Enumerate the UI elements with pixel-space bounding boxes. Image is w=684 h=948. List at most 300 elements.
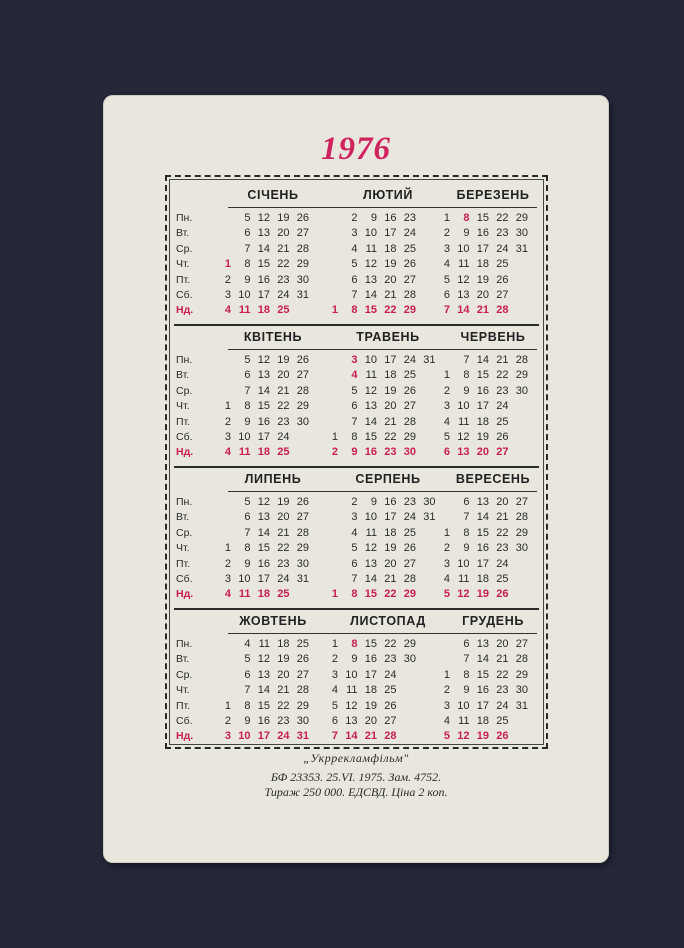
date-number: 26 <box>403 258 416 271</box>
date-number: 19 <box>476 273 489 286</box>
date-number: 14 <box>364 573 377 585</box>
date-number: 26 <box>496 431 509 443</box>
date-number: 27 <box>296 668 309 681</box>
date-number: 5 <box>443 730 450 743</box>
date-number: 29 <box>296 400 309 413</box>
date-number: 10 <box>345 668 358 681</box>
date-number: 28 <box>403 415 416 428</box>
date-number: 19 <box>476 588 489 601</box>
sunday-row <box>170 587 543 602</box>
date-number: 2 <box>224 273 231 286</box>
date-number: 29 <box>403 588 416 601</box>
date-number: 29 <box>296 699 309 712</box>
header-rule <box>228 491 537 492</box>
date-number: 7 <box>463 653 470 666</box>
date-number: 4 <box>443 415 450 428</box>
weekday-row <box>170 288 543 303</box>
date-number: 20 <box>476 289 489 301</box>
date-number: 3 <box>351 354 358 366</box>
day-label: Ср. <box>176 526 193 539</box>
date-number: 4 <box>224 588 231 601</box>
date-number: 31 <box>296 573 309 585</box>
date-number: 19 <box>384 542 397 555</box>
day-label: Пт. <box>176 273 191 286</box>
weekday-row <box>170 510 543 525</box>
date-number: 14 <box>476 653 489 666</box>
date-number: 26 <box>296 496 309 508</box>
date-number: 12 <box>345 699 358 712</box>
day-label: Вт. <box>176 653 190 666</box>
date-number: 17 <box>384 354 397 366</box>
date-number: 7 <box>443 304 450 317</box>
date-number: 31 <box>423 354 436 366</box>
date-number: 9 <box>244 715 251 727</box>
date-number: 8 <box>244 542 251 555</box>
date-number: 13 <box>476 496 489 508</box>
date-number: 27 <box>296 369 309 382</box>
date-number: 23 <box>403 212 416 224</box>
date-number: 23 <box>277 415 290 428</box>
date-number: 18 <box>364 684 377 697</box>
weekday-row <box>170 399 543 414</box>
date-number: 25 <box>403 526 416 539</box>
weekday-row <box>170 430 543 445</box>
date-number: 14 <box>257 384 270 397</box>
header-rule <box>228 633 537 634</box>
weekday-row <box>170 242 543 257</box>
date-number: 9 <box>351 446 358 459</box>
day-label: Пн. <box>176 638 193 650</box>
date-number: 3 <box>331 668 338 681</box>
date-number: 14 <box>364 415 377 428</box>
month-name: ЛИПЕНЬ <box>244 472 302 486</box>
date-number: 3 <box>351 511 358 524</box>
date-number: 15 <box>364 588 377 601</box>
date-number: 28 <box>296 384 309 397</box>
date-number: 17 <box>257 431 270 443</box>
date-number: 2 <box>443 684 450 697</box>
date-number: 20 <box>277 668 290 681</box>
date-number: 25 <box>277 304 290 317</box>
date-number: 18 <box>476 258 489 271</box>
date-number: 27 <box>384 715 397 727</box>
date-number: 1 <box>331 431 338 443</box>
date-number: 25 <box>277 446 290 459</box>
date-number: 1 <box>443 212 450 224</box>
date-number: 19 <box>277 496 290 508</box>
year-title: 1976 <box>321 131 391 167</box>
date-number: 10 <box>457 242 470 255</box>
date-number: 16 <box>476 384 489 397</box>
day-label: Чт. <box>176 542 190 555</box>
date-number: 17 <box>476 400 489 413</box>
date-number: 24 <box>277 289 290 301</box>
month-name: СІЧЕНЬ <box>247 188 299 202</box>
date-number: 3 <box>443 699 450 712</box>
date-number: 13 <box>364 400 377 413</box>
date-number: 20 <box>277 227 290 240</box>
date-number: 21 <box>476 304 489 317</box>
date-number: 20 <box>384 557 397 570</box>
day-label: Нд. <box>176 446 194 459</box>
weekday-row <box>170 257 543 272</box>
weekday-row <box>170 273 543 288</box>
month-name: ВЕРЕСЕНЬ <box>455 472 531 486</box>
day-label: Ср. <box>176 668 193 681</box>
date-number: 31 <box>296 730 309 743</box>
date-number: 12 <box>364 258 377 271</box>
date-number: 1 <box>331 304 338 317</box>
date-number: 8 <box>463 526 470 539</box>
date-number: 16 <box>257 557 270 570</box>
date-number: 1 <box>443 668 450 681</box>
date-number: 23 <box>496 684 509 697</box>
date-number: 10 <box>238 730 251 743</box>
quarter-block <box>170 324 543 467</box>
date-number: 13 <box>457 289 470 301</box>
date-number: 6 <box>244 227 251 240</box>
date-number: 2 <box>224 415 231 428</box>
date-number: 1 <box>443 526 450 539</box>
date-number: 6 <box>331 715 338 727</box>
date-number: 3 <box>443 242 450 255</box>
date-number: 18 <box>476 715 489 727</box>
weekday-row <box>170 668 543 683</box>
date-number: 28 <box>403 289 416 301</box>
date-number: 23 <box>384 653 397 666</box>
date-number: 19 <box>384 258 397 271</box>
date-number: 28 <box>515 511 528 524</box>
date-number: 14 <box>257 526 270 539</box>
date-number: 14 <box>257 242 270 255</box>
day-label: Чт. <box>176 258 190 271</box>
day-label: Сб. <box>176 715 193 727</box>
date-number: 18 <box>257 304 270 317</box>
date-number: 30 <box>515 684 528 697</box>
date-number: 25 <box>277 588 290 601</box>
date-number: 11 <box>258 638 270 650</box>
date-number: 6 <box>351 557 358 570</box>
date-number: 17 <box>384 227 397 240</box>
day-label: Ср. <box>176 242 193 255</box>
date-number: 8 <box>244 258 251 271</box>
date-number: 22 <box>277 542 290 555</box>
weekday-row <box>170 541 543 556</box>
date-number: 17 <box>257 573 270 585</box>
date-number: 22 <box>496 526 509 539</box>
date-number: 7 <box>331 730 338 743</box>
date-number: 13 <box>257 668 270 681</box>
date-number: 30 <box>423 496 436 508</box>
date-number: 22 <box>496 668 509 681</box>
date-number: 10 <box>364 354 377 366</box>
date-number: 8 <box>244 400 251 413</box>
date-number: 27 <box>296 227 309 240</box>
weekday-row <box>170 683 543 698</box>
date-number: 22 <box>384 304 397 317</box>
date-number: 23 <box>277 715 290 727</box>
date-number: 15 <box>257 699 270 712</box>
date-number: 13 <box>476 638 489 650</box>
day-label: Вт. <box>176 227 190 240</box>
date-number: 16 <box>476 227 489 240</box>
publisher-name: „Укррекламфільм" <box>303 751 409 765</box>
date-number: 3 <box>351 227 358 240</box>
date-number: 12 <box>257 212 270 224</box>
date-number: 9 <box>244 557 251 570</box>
date-number: 4 <box>443 258 450 271</box>
date-number: 21 <box>277 684 290 697</box>
date-number: 16 <box>364 653 377 666</box>
day-label: Пт. <box>176 557 191 570</box>
date-number: 23 <box>496 384 509 397</box>
date-number: 30 <box>403 653 416 666</box>
date-number: 5 <box>443 588 450 601</box>
date-number: 22 <box>384 588 397 601</box>
quarter-divider <box>174 466 539 468</box>
month-name: ЛЮТИЙ <box>363 188 413 202</box>
quarter-block <box>170 466 543 609</box>
day-label: Пт. <box>176 415 191 428</box>
date-number: 4 <box>331 684 338 697</box>
date-number: 29 <box>296 258 309 271</box>
date-number: 9 <box>463 684 470 697</box>
date-number: 17 <box>476 699 489 712</box>
date-number: 27 <box>403 400 416 413</box>
date-number: 8 <box>351 431 358 443</box>
date-number: 14 <box>257 684 270 697</box>
sunday-row <box>170 303 543 318</box>
date-number: 31 <box>515 699 528 712</box>
date-number: 27 <box>496 446 509 459</box>
date-number: 19 <box>277 354 290 366</box>
date-number: 26 <box>296 354 309 366</box>
date-number: 5 <box>244 354 251 366</box>
date-number: 6 <box>463 496 470 508</box>
date-number: 5 <box>351 542 358 555</box>
date-number: 20 <box>496 496 509 508</box>
date-number: 3 <box>443 557 450 570</box>
weekday-row <box>170 637 543 652</box>
date-number: 26 <box>296 212 309 224</box>
date-number: 21 <box>277 384 290 397</box>
date-number: 21 <box>496 354 509 366</box>
date-number: 27 <box>296 511 309 524</box>
weekday-row <box>170 368 543 383</box>
print-info-line2: Тираж 250 000. ЕДСВД. Ціна 2 коп. <box>264 785 448 799</box>
date-number: 4 <box>351 526 358 539</box>
date-number: 28 <box>296 684 309 697</box>
date-number: 12 <box>257 653 270 666</box>
date-number: 10 <box>238 289 251 301</box>
day-label: Пн. <box>176 354 193 366</box>
date-number: 23 <box>496 227 509 240</box>
date-number: 4 <box>224 446 231 459</box>
date-number: 9 <box>351 653 358 666</box>
date-number: 31 <box>515 242 528 255</box>
date-number: 11 <box>458 415 470 428</box>
date-number: 21 <box>384 289 397 301</box>
date-number: 10 <box>238 573 251 585</box>
date-number: 22 <box>384 431 397 443</box>
quarter-divider <box>174 608 539 610</box>
month-name: ЧЕРВЕНЬ <box>460 330 526 344</box>
date-number: 3 <box>443 400 450 413</box>
quarter-block <box>170 182 543 325</box>
date-number: 31 <box>423 511 436 524</box>
date-number: 24 <box>496 242 509 255</box>
date-number: 11 <box>238 588 251 601</box>
date-number: 2 <box>331 653 338 666</box>
date-number: 8 <box>463 668 470 681</box>
weekday-row <box>170 572 543 587</box>
date-number: 25 <box>403 369 416 382</box>
date-number: 2 <box>443 542 450 555</box>
date-number: 17 <box>364 668 377 681</box>
date-number: 31 <box>296 289 309 301</box>
date-number: 25 <box>496 715 509 727</box>
date-number: 14 <box>476 511 489 524</box>
date-number: 3 <box>224 573 231 585</box>
date-number: 26 <box>384 699 397 712</box>
date-number: 19 <box>364 699 377 712</box>
date-number: 16 <box>257 715 270 727</box>
date-number: 5 <box>244 496 251 508</box>
date-number: 19 <box>476 730 489 743</box>
date-number: 4 <box>443 715 450 727</box>
date-number: 28 <box>296 526 309 539</box>
date-number: 18 <box>384 242 397 255</box>
date-number: 6 <box>351 400 358 413</box>
weekday-row <box>170 384 543 399</box>
date-number: 29 <box>403 638 416 650</box>
date-number: 18 <box>277 638 290 650</box>
date-number: 6 <box>244 369 251 382</box>
month-name: СЕРПЕНЬ <box>355 472 421 486</box>
month-name: КВІТЕНЬ <box>243 330 303 344</box>
date-number: 6 <box>244 668 251 681</box>
date-number: 1 <box>224 258 231 271</box>
date-number: 15 <box>476 526 489 539</box>
date-number: 11 <box>238 446 251 459</box>
date-number: 28 <box>384 730 397 743</box>
date-number: 29 <box>515 668 528 681</box>
date-number: 19 <box>384 384 397 397</box>
quarter-block <box>170 608 543 751</box>
date-number: 23 <box>496 542 509 555</box>
date-number: 16 <box>476 542 489 555</box>
date-number: 14 <box>476 354 489 366</box>
date-number: 5 <box>443 273 450 286</box>
date-number: 25 <box>403 242 416 255</box>
date-number: 9 <box>244 273 251 286</box>
date-number: 15 <box>476 369 489 382</box>
date-number: 9 <box>463 384 470 397</box>
date-number: 28 <box>515 354 528 366</box>
date-number: 1 <box>224 699 231 712</box>
date-number: 2 <box>443 227 450 240</box>
date-number: 23 <box>403 496 416 508</box>
date-number: 5 <box>331 699 338 712</box>
date-number: 2 <box>224 557 231 570</box>
day-label: Нд. <box>176 588 194 601</box>
date-number: 29 <box>403 431 416 443</box>
date-number: 4 <box>443 573 450 585</box>
date-number: 21 <box>277 526 290 539</box>
date-number: 11 <box>458 715 470 727</box>
date-number: 3 <box>224 431 231 443</box>
date-number: 9 <box>463 227 470 240</box>
date-number: 20 <box>277 511 290 524</box>
date-number: 16 <box>476 684 489 697</box>
date-number: 29 <box>515 526 528 539</box>
date-number: 14 <box>457 304 470 317</box>
date-number: 18 <box>476 573 489 585</box>
date-number: 6 <box>443 446 450 459</box>
date-number: 2 <box>331 446 338 459</box>
date-number: 24 <box>496 557 509 570</box>
date-number: 9 <box>463 542 470 555</box>
date-number: 12 <box>457 431 470 443</box>
date-number: 11 <box>365 526 377 539</box>
weekday-row <box>170 714 543 729</box>
date-number: 25 <box>296 638 309 650</box>
date-number: 4 <box>224 304 231 317</box>
weekday-row <box>170 699 543 714</box>
date-number: 10 <box>457 699 470 712</box>
date-number: 4 <box>351 242 358 255</box>
date-number: 13 <box>257 511 270 524</box>
date-number: 4 <box>351 369 358 382</box>
date-number: 1 <box>443 369 450 382</box>
date-number: 11 <box>458 573 470 585</box>
date-number: 21 <box>277 242 290 255</box>
date-number: 13 <box>364 557 377 570</box>
date-number: 26 <box>496 730 509 743</box>
date-number: 7 <box>463 354 470 366</box>
date-number: 15 <box>364 304 377 317</box>
date-number: 11 <box>365 369 377 382</box>
date-number: 8 <box>351 638 358 650</box>
date-number: 21 <box>496 653 509 666</box>
date-number: 10 <box>238 431 251 443</box>
date-number: 24 <box>277 730 290 743</box>
date-number: 13 <box>457 446 470 459</box>
date-number: 16 <box>364 446 377 459</box>
day-label: Вт. <box>176 511 190 524</box>
date-number: 1 <box>224 400 231 413</box>
date-number: 29 <box>403 304 416 317</box>
day-label: Чт. <box>176 400 190 413</box>
date-number: 17 <box>257 730 270 743</box>
date-number: 19 <box>476 431 489 443</box>
weekday-row <box>170 211 543 226</box>
date-number: 25 <box>496 415 509 428</box>
weekday-row <box>170 557 543 572</box>
date-number: 13 <box>345 715 358 727</box>
date-number: 13 <box>257 369 270 382</box>
date-number: 9 <box>370 496 377 508</box>
date-number: 1 <box>331 638 338 650</box>
date-number: 1 <box>224 542 231 555</box>
date-number: 26 <box>296 653 309 666</box>
date-number: 10 <box>364 227 377 240</box>
date-number: 5 <box>244 653 251 666</box>
date-number: 12 <box>457 730 470 743</box>
date-number: 15 <box>257 258 270 271</box>
date-number: 27 <box>515 638 528 650</box>
date-number: 16 <box>257 415 270 428</box>
